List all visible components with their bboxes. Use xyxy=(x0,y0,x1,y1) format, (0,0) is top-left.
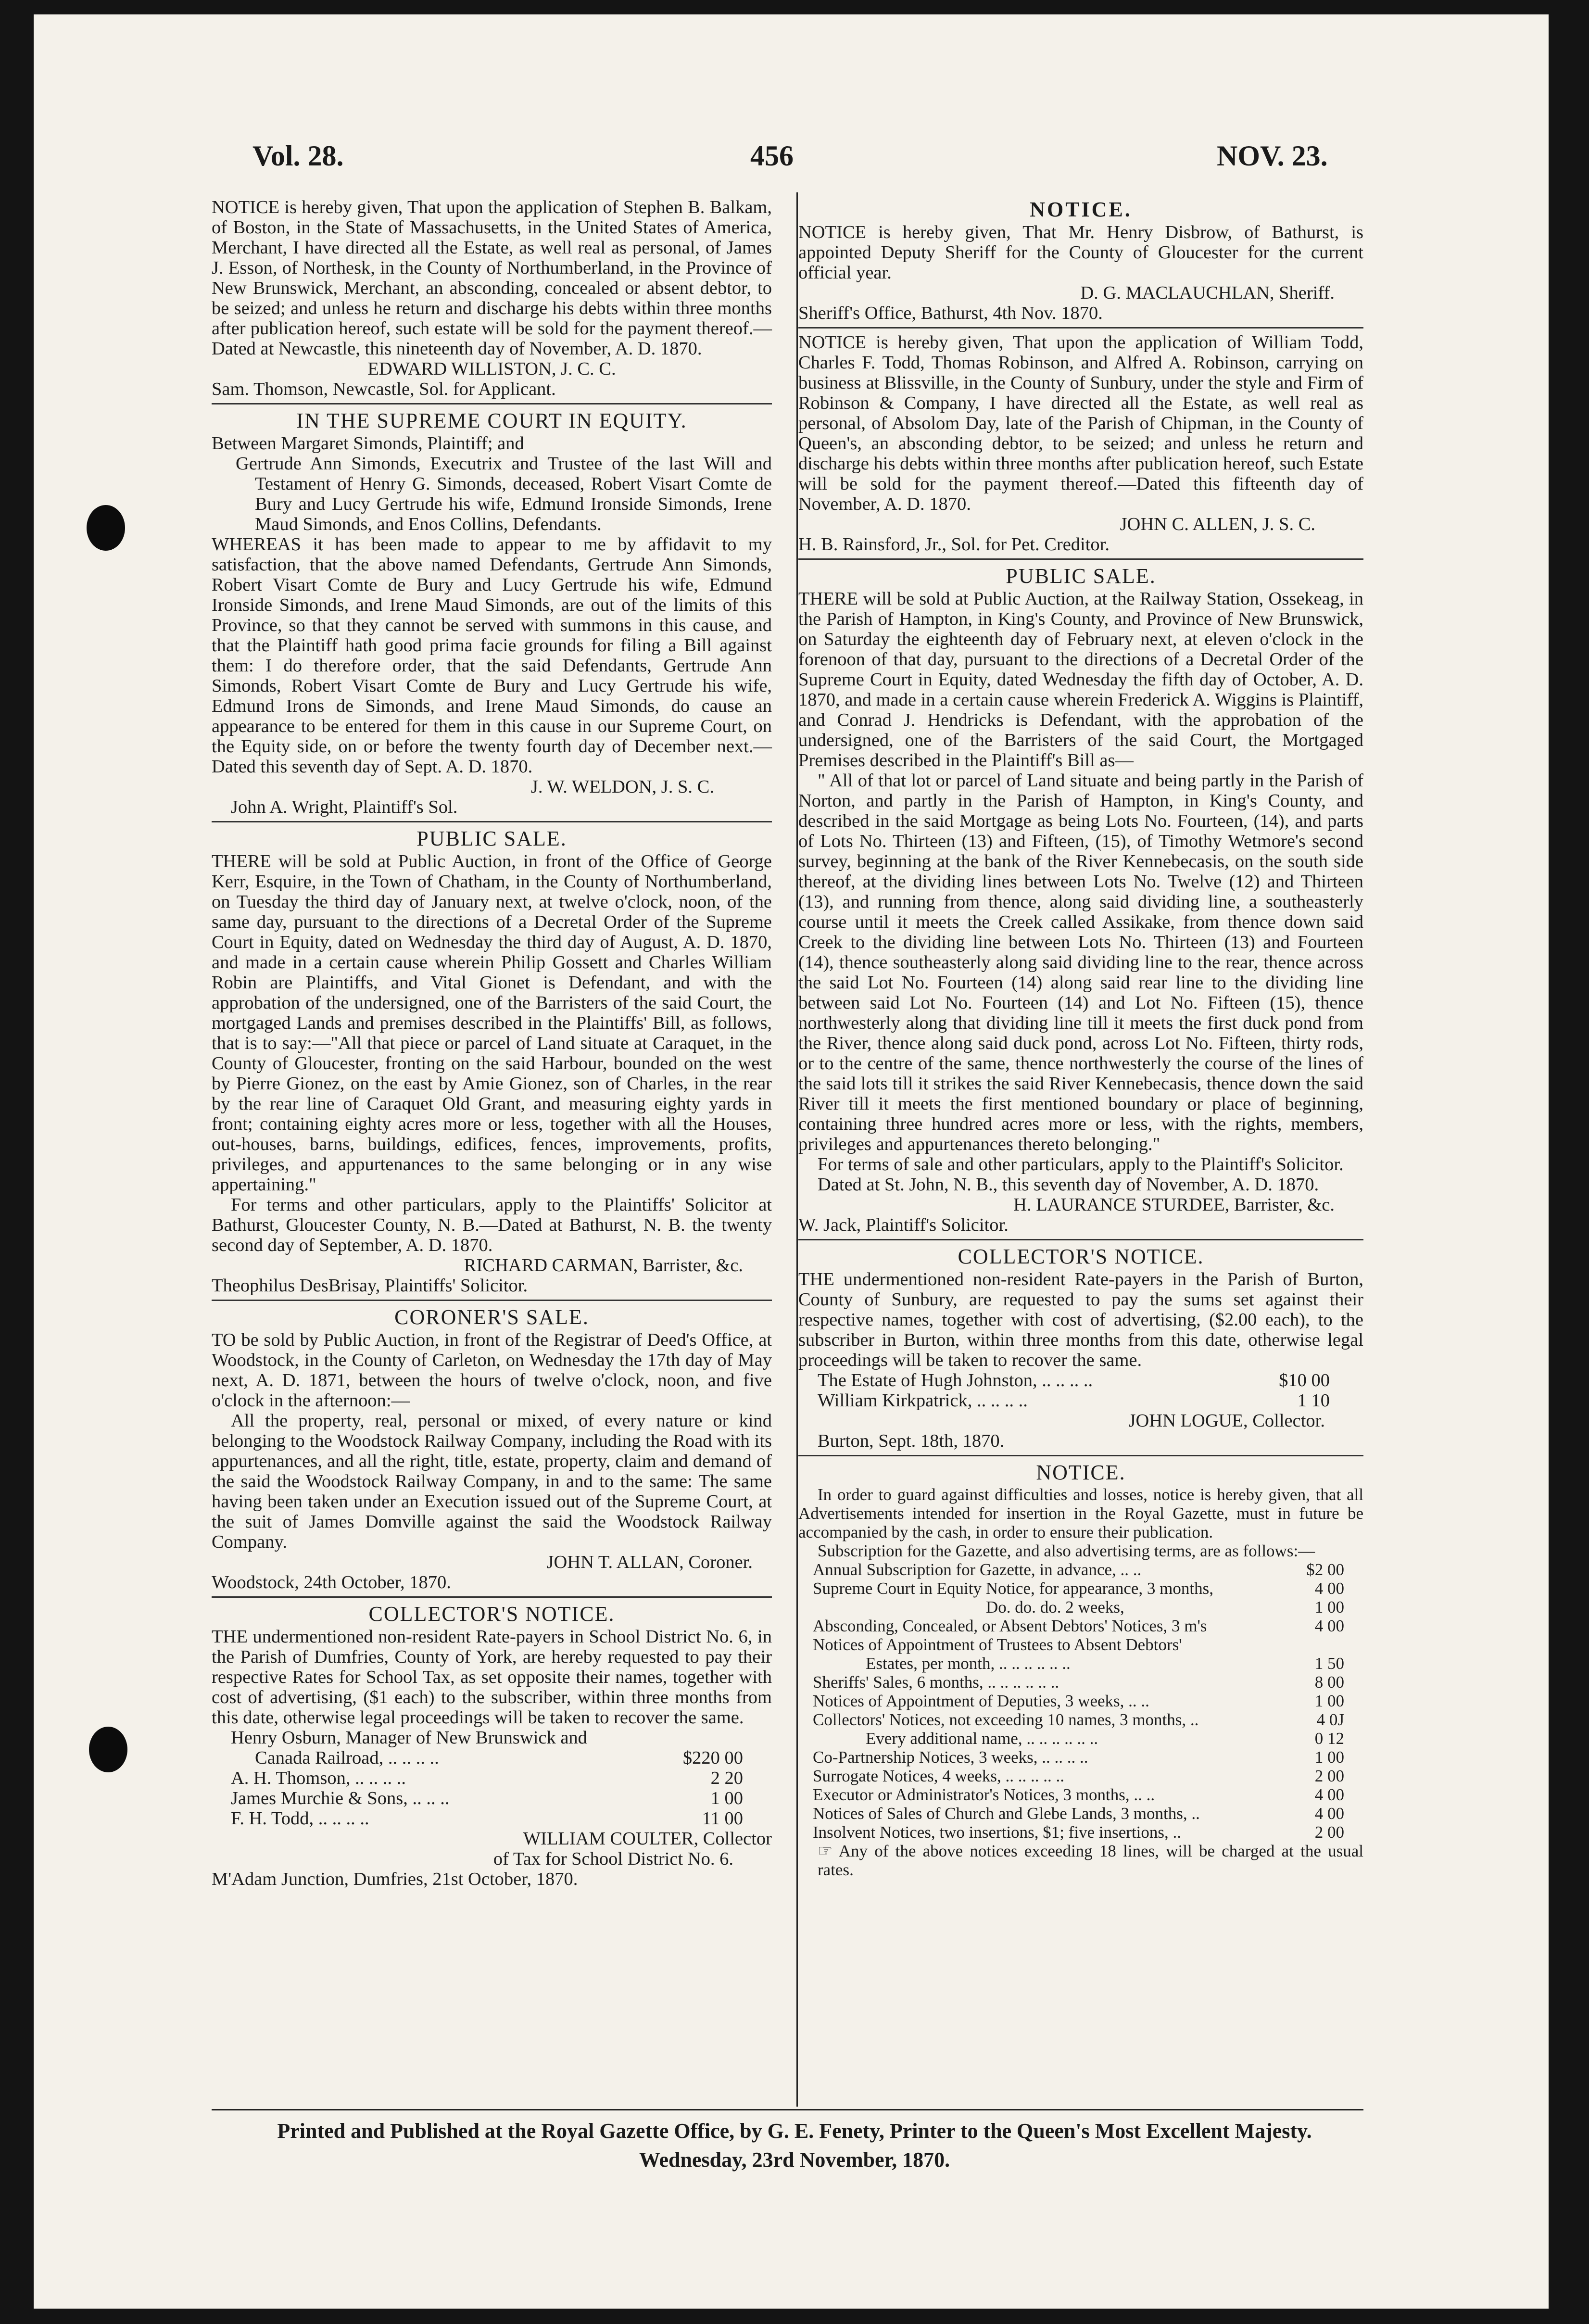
equity-body: WHEREAS it has been made to appear to me by affidavit to my satisfaction, that the above named Defendants, Gertrude Ann Simonds, Robert Visart Comte de Bury and Lucy Gertrude his wife, Edmund Ironside Simonds, and Irene Maud Simonds, are out of the limits of this Province, so that they cannot be served with summons in this cause, and that the Plaintiff hath good prima facie grounds for filing a Bill against them: I do therefore order, that the said Defendants, Gertrude Ann Simonds, Robert Visart Comte de Bury and Lucy Gertrude his wife, Edmund Irons de Simonds, and Irene Maud Simonds, do cause an appearance to be entered for them in this cause in our Supreme Court, on the Equity side, on or before the twenty fourth day of December next.—Dated this seventh day of Sept. A. D. 1870. xyxy=(212,534,772,777)
public-sale-solicitor: Theophilus DesBrisay, Plaintiffs' Solicitor. xyxy=(212,1276,528,1296)
public-sale-2-terms: For terms of sale and other particulars, apply to the Plaintiff's Solicitor. xyxy=(818,1154,1344,1175)
advertising-rates-table xyxy=(798,1560,1363,1842)
coroner-body-2: All the property, real, personal or mixed, of every nature or kind belonging to the Woodstock Railway Company, including the Road with its appurtenances, and all the right, title, estate, property, claim and demand of the said the Woodstock Railway Company, in and to the same: The same having been taken under an Execution issued out of the Supreme Court, at the suit of James Domville against the said the Woodstock Railway Company. xyxy=(212,1411,772,1552)
table-row: F. H. Todd, .. .. .. .. 11 00 xyxy=(231,1808,743,1829)
table-row: Estates, per month, .. .. .. .. .. .. 1 50 xyxy=(866,1654,1344,1673)
collector-body: THE undermentioned non-resident Rate-payers in School District No. 6, in the Parish of Dumfries, County of York, are hereby requested to pay their respective Rates for School Tax, as set opposite their names, together with cost of advertising, ($1 each) to the subscriber, within three months from this date, otherwise legal proceedings will be taken to recover the same. xyxy=(212,1627,772,1728)
table-row: Notices of Appointment of Deputies, 3 weeks, .. .. 1 00 xyxy=(813,1692,1344,1710)
notice-terms-section xyxy=(798,1485,1363,1879)
table-row: Absconding, Concealed, or Absent Debtors' Notices, 3 m's 4 00 xyxy=(813,1617,1344,1635)
public-sale-2-solicitor: W. Jack, Plaintiff's Solicitor. xyxy=(798,1215,1009,1235)
equity-title: IN THE SUPREME COURT IN EQUITY. xyxy=(296,409,687,432)
column-divider xyxy=(796,192,798,2107)
notice-esson: NOTICE is hereby given, That upon the application of Stephen B. Balkam, of Boston, in the State of Massachusetts, in the United States of America, Merchant, I have directed all the Estate, as well real as personal, of James J. Esson, of Northesk, in the County of Northumberland, in the Province of New Brunswick, Merchant, an absconding, concealed or absent debtor, to be seized; and unless he return and discharge his debts within three months after publication hereof, such estate will be sold for the payment thereof.—Dated at Newcastle, this nineteenth day of November, A. D. 1870. xyxy=(212,197,772,359)
table-row: James Murchie & Sons, .. .. .. 1 00 xyxy=(231,1788,743,1808)
divider xyxy=(212,1300,772,1301)
public-sale-2-dated: Dated at St. John, N. B., this seventh day of November, A. D. 1870. xyxy=(818,1175,1319,1195)
pointing-hand-icon: ☞ xyxy=(818,1842,833,1860)
table-row: Insolvent Notices, two insertions, $1; five insertions, .. 2 00 xyxy=(813,1823,1344,1842)
equity-signature: J. W. WELDON, J. S. C. xyxy=(530,777,714,797)
notice-day-body: NOTICE is hereby given, That upon the application of William Todd, Charles F. Todd, Thomas Robinson, and Alfred A. Robinson, carrying on business at Blissville, in the County of Sunbury, under the style and Firm of Robinson & Company, I have directed all the Estate, as well real as personal, of Absolom Day, late of the Parish of Chipman, in the County of Queen's, an absconding debtor, to be seized; and unless he return and discharge his debts within three months after publication hereof, such Estate will be sold for the payment thereof.—Dated this fifteenth day of November, A. D. 1870. xyxy=(798,332,1363,514)
divider xyxy=(212,403,772,404)
divider xyxy=(798,1455,1363,1456)
table-row: Supreme Court in Equity Notice, for appearance, 3 months, 4 00 xyxy=(813,1579,1344,1598)
equity-between: Between Margaret Simonds, Plaintiff; and xyxy=(212,433,524,454)
publication-date: Wednesday, 23rd November, 1870. xyxy=(639,2148,950,2172)
coroner-body: TO be sold by Public Auction, in front of the Registrar of Deed's Office, at Woodstock, in the County of Carleton, on Wednesday the 17th day of May next, A. D. 1871, between the hours of twelve o'clock, noon, and five o'clock in the afternoon:— xyxy=(212,1330,772,1411)
table-row: Henry Osburn, Manager of New Brunswick and xyxy=(231,1728,587,1748)
notice-terms-body: In order to guard against difficulties and losses, notice is hereby given, that all Advertisements intended for insertion in the Royal Gazette, must in future be accompanied by the cash, in order to ensure their publication. xyxy=(798,1485,1363,1541)
punch-hole-2 xyxy=(89,1727,127,1772)
public-sale-2-signature: H. LAURANCE STURDEE, Barrister, &c. xyxy=(1013,1195,1335,1215)
volume-number: Vol. 28. xyxy=(252,140,344,172)
divider xyxy=(798,327,1363,328)
table-row: Notices of Sales of Church and Glebe Lands, 3 months, .. 4 00 xyxy=(813,1804,1344,1823)
divider xyxy=(798,558,1363,560)
public-sale-title: PUBLIC SALE. xyxy=(416,827,567,850)
notice-esson-solicitor: Sam. Thomson, Newcastle, Sol. for Applicant. xyxy=(212,379,556,399)
table-row: Co-Partnership Notices, 3 weeks, .. .. .. .. 1 00 xyxy=(813,1748,1344,1767)
notice-disbrow-title: NOTICE. xyxy=(1030,198,1132,221)
notice-esson-signature: EDWARD WILLISTON, J. C. C. xyxy=(367,359,616,379)
public-sale-2-quote: " All of that lot or parcel of Land situate and being partly in the Parish of Norton, and partly in the Parish of Hampton, in King's County, and described in the said Mortgage as being Lots No. Fourteen, (14), and parts of Lots No. Thirteen (13) and Fifteen, (15), of Timothy Wetmore's second survey, beginning at the bank of the River Kennebecasis, on the south side thereof, at the dividing lines between Lots No. Twelve (12) and Thirteen (13), and running from thence, along said dividing line, a southeasterly course until it meets the Creek called Assikake, from thence down said Creek to the dividing line between Lots No. Thirteen (13) and Fourteen (14), thence southeasterly along said dividing line to the rear, thence across the said Lot No. Fourteen (14) along said rear line to the dividing line between said Lot No. Fourteen (14) and Lot No. Fifteen (15), thence northwesterly along that dividing line till it meets the first duck pond from the River, thence along said duck pond, across Lot No. Fifteen, thirty rods, or to the centre of the same, thence northwesterly the course of the lines of the said lots till it strikes the said River Kennebecasis, thence down the said River till it meets the first mentioned boundary or place of beginning, containing three hundred acres more or less, with the rights, members, privileges and appurtenances thereto belonging." xyxy=(798,770,1363,1154)
divider xyxy=(212,1596,772,1598)
notice-terms-title: NOTICE. xyxy=(1036,1461,1126,1484)
notice-terms-body-2: Subscription for the Gazette, and also advertising terms, are as follows:— xyxy=(818,1541,1315,1560)
table-row: Executor or Administrator's Notices, 3 months, .. .. 4 00 xyxy=(813,1785,1344,1804)
public-sale-body: THERE will be sold at Public Auction, in front of the Office of George Kerr, Esquire, in the Town of Chatham, in the County of Northumberland, on Tuesday the third day of January next, at twelve o'clock, noon, of the same day, pursuant to the directions of a Decretal Order of the Supreme Court in Equity, dated on Wednesday the third day of August, A. D. 1870, and made in a certain cause wherein Philip Gossett and Charles William Robin are Plaintiffs, and Vital Gionet is Defendant, and with the approbation of the undersigned, one of the Barristers of the said Court, the mortgaged Lands and premises described in the Plaintiffs' Bill, as follows, that is to say:—"All that piece or parcel of Land situate at Caraquet, in the County of Gloucester, fronting on the said Harbour, bounded on the west by Pierre Gionez, on the east by Amie Gionez, son of Charles, in the rear by the rear line of Caraquet Old Grant, and measuring eighty yards in front; containing eighty acres more or less, together with all the Houses, out-houses, barns, buildings, edifices, fences, improvements, profits, privileges, and appurtenances to the same belonging or in any wise appertaining." xyxy=(212,851,772,1195)
divider xyxy=(212,821,772,822)
public-sale-2-body: THERE will be sold at Public Auction, at the Railway Station, Ossekeag, in the Parish of Hampton, in King's County, and Province of New Brunswick, on Saturday the eighteenth day of February next, at eleven o'clock in the forenoon of that day, pursuant to the directions of a Decretal Order of the Supreme Court in Equity, dated Wednesday the fifth day of October, A. D. 1870, and made in a certain cause wherein Frederick A. Wiggins is Plaintiff, and Conrad J. Hendricks is Defendant, with the approbation of the undersigned, one of the Barristers of the said Court, the Mortgaged Premises described in the Plaintiff's Bill as— xyxy=(798,589,1363,770)
equity-parties: Gertrude Ann Simonds, Executrix and Trustee of the last Will and Testament of Henry G. Simonds, deceased, Robert Visart Comte de Bury and Lucy Gertrude his wife, Edmund Ironside Simonds, Irene Maud Simonds, and Enos Collins, Defendants. xyxy=(236,454,772,534)
issue-date: NOV. 23. xyxy=(1217,140,1328,172)
table-row: Canada Railroad, .. .. .. .. $220 00 xyxy=(255,1748,743,1768)
table-row: The Estate of Hugh Johnston, .. .. .. .. $10 00 xyxy=(818,1370,1330,1390)
coroner-signature: JOHN T. ALLAN, Coroner. xyxy=(546,1552,753,1572)
notice-disbrow-place: Sheriff's Office, Bathurst, 4th Nov. 1870. xyxy=(798,303,1103,323)
table-row: Surrogate Notices, 4 weeks, .. .. .. .. .. 2 00 xyxy=(813,1767,1344,1785)
footer-rule xyxy=(212,2109,1363,2110)
punch-hole-1 xyxy=(87,505,125,551)
collector-2-signature: JOHN LOGUE, Collector. xyxy=(1128,1411,1325,1431)
public-sale-2-title: PUBLIC SALE. xyxy=(1006,564,1156,588)
table-row: William Kirkpatrick, .. .. .. .. 1 10 xyxy=(818,1390,1330,1411)
notice-disbrow-body: NOTICE is hereby given, That Mr. Henry Disbrow, of Bathurst, is appointed Deputy Sheriff for the County of Gloucester for the current official year. xyxy=(798,222,1363,283)
collector-2-title: COLLECTOR'S NOTICE. xyxy=(958,1245,1204,1268)
right-column xyxy=(798,197,1363,1879)
notice-disbrow-signature: D. G. MACLAUCHLAN, Sheriff. xyxy=(1080,283,1335,303)
notice-terms-note: ☞ Any of the above notices exceeding 18 lines, will be charged at the usual rates. xyxy=(818,1842,1363,1879)
coroner-title: CORONER'S SALE. xyxy=(394,1305,589,1329)
divider xyxy=(798,1239,1363,1240)
table-row: Do. do. do. 2 weeks, 1 00 xyxy=(986,1598,1344,1617)
printer-imprint: Printed and Published at the Royal Gazette Office, by G. E. Fenety, Printer to the Queen's Most Excellent Majesty. xyxy=(277,2119,1312,2143)
collector-title: COLLECTOR'S NOTICE. xyxy=(368,1602,615,1626)
collector-rates-table xyxy=(212,1728,772,1829)
public-sale-signature: RICHARD CARMAN, Barrister, &c. xyxy=(464,1255,743,1276)
collector-2-body: THE undermentioned non-resident Rate-payers in the Parish of Burton, County of Sunbury, are requested to pay the sums set against their respective names, together with cost of advertising, ($2.00 each), to the subscriber in Burton, within three months from this date, otherwise legal proceedings will be taken to recover the same. xyxy=(798,1269,1363,1370)
coroner-place: Woodstock, 24th October, 1870. xyxy=(212,1572,451,1592)
public-sale-terms: For terms and other particulars, apply to the Plaintiffs' Solicitor at Bathurst, Gloucester County, N. B.—Dated at Bathurst, N. B. the twenty second day of September, A. D. 1870. xyxy=(212,1195,772,1255)
notice-day-signature: JOHN C. ALLEN, J. S. C. xyxy=(1120,514,1315,534)
collector-2-table xyxy=(798,1370,1363,1411)
left-column xyxy=(212,197,772,1889)
collector-signature: WILLIAM COULTER, Collector xyxy=(523,1829,772,1849)
equity-solicitor: John A. Wright, Plaintiff's Sol. xyxy=(231,797,458,817)
collector-2-place: Burton, Sept. 18th, 1870. xyxy=(818,1431,1005,1451)
notice-day-solicitor: H. B. Rainsford, Jr., Sol. for Pet. Creditor. xyxy=(798,534,1110,555)
table-row: Annual Subscription for Gazette, in advance, .. .. $2 00 xyxy=(813,1560,1344,1579)
table-row: A. H. Thomson, .. .. .. .. 2 20 xyxy=(231,1768,743,1788)
table-row: Notices of Appointment of Trustees to Absent Debtors' xyxy=(813,1635,1182,1654)
table-row: Collectors' Notices, not exceeding 10 names, 3 months, .. 4 0J xyxy=(813,1710,1344,1729)
page-number: 456 xyxy=(750,140,794,172)
collector-signature-2: of Tax for School District No. 6. xyxy=(493,1849,733,1869)
collector-place: M'Adam Junction, Dumfries, 21st October, 1870. xyxy=(212,1869,578,1889)
table-row: Sheriffs' Sales, 6 months, .. .. .. .. .. .. 8 00 xyxy=(813,1673,1344,1692)
table-row: Every additional name, .. .. .. .. .. .. 0 12 xyxy=(866,1729,1344,1748)
